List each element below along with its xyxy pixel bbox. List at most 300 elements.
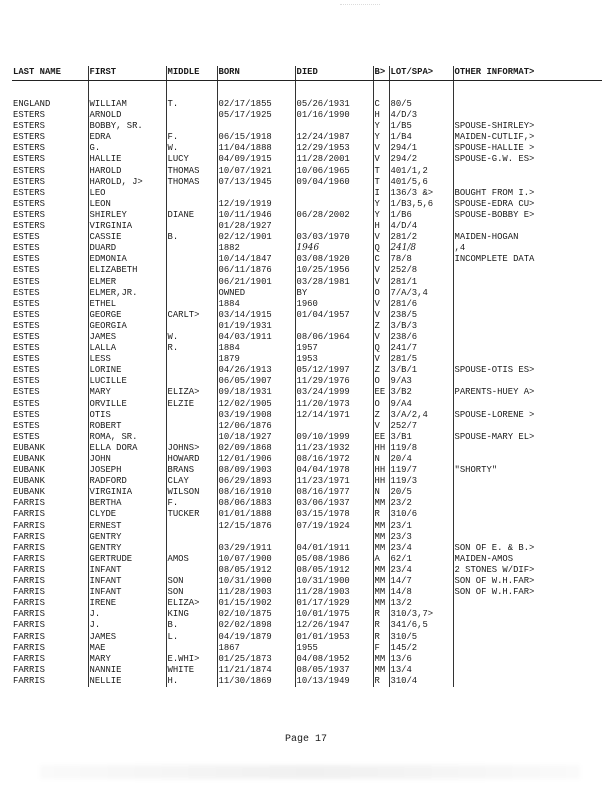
cell-b: HH <box>373 476 389 487</box>
cell-other-information <box>453 509 602 520</box>
cell-born: 10/07/1921 <box>217 166 295 177</box>
cell-died: 05/12/1997 <box>295 365 373 376</box>
header-lot-space: LOT/SPA> <box>389 66 453 81</box>
cell-died: 11/23/1932 <box>295 443 373 454</box>
cell-first: VIRGINIA <box>88 487 166 498</box>
cell-first: GEORGE <box>88 310 166 321</box>
cell-born: 04/09/1915 <box>217 154 295 165</box>
table-row <box>12 632 602 643</box>
cell-born: 08/09/1903 <box>217 465 295 476</box>
cell-died: 12/14/1971 <box>295 410 373 421</box>
cell-b: V <box>373 277 389 288</box>
cell-middle: WHITE <box>166 665 217 676</box>
cell-lot-space: 281/6 <box>389 299 453 310</box>
cell-born: 02/12/1901 <box>217 232 295 243</box>
cell-last-name: ESTES <box>13 232 40 243</box>
cell-middle <box>166 521 217 532</box>
cell-b: MM <box>373 598 389 609</box>
cell-first: OTIS <box>88 410 166 421</box>
cell-first: JAMES <box>88 332 166 343</box>
table-row <box>12 199 602 210</box>
cell-lot-space: 401/5,6 <box>389 177 453 188</box>
cell-died <box>295 121 373 132</box>
cell-first: GENTRY <box>88 543 166 554</box>
cell-last-name: FARRIS <box>13 576 45 587</box>
cell-first: BERTHA <box>88 498 166 509</box>
cell-died: 08/05/1912 <box>295 565 373 576</box>
cell-middle <box>166 277 217 288</box>
cell-b: C <box>373 99 389 110</box>
cell-other-information <box>453 521 602 532</box>
cell-first: LUCILLE <box>88 376 166 387</box>
cell-middle: AMOS <box>166 554 217 565</box>
cell-last-name: ESTERS <box>13 165 45 176</box>
cell-last-name: ESTES <box>13 365 40 376</box>
cell-middle <box>166 221 217 232</box>
cell-born: 1884 <box>217 343 295 354</box>
table-row <box>12 299 602 310</box>
cell-last-name: FARRIS <box>13 653 45 664</box>
cell-b: H <box>373 110 389 121</box>
cell-died: 10/25/1956 <box>295 265 373 276</box>
table-row <box>12 243 602 254</box>
cell-last-name: ESTES <box>13 387 40 398</box>
cell-lot-space: 1/B5 <box>389 121 453 132</box>
cell-first: ELMER,JR. <box>88 288 166 299</box>
cell-born: 11/30/1869 <box>217 676 295 687</box>
cell-other-information: ,4 <box>453 243 602 254</box>
cell-middle: TUCKER <box>166 509 217 520</box>
cell-last-name: EUBANK <box>13 454 45 464</box>
header-died: DIED <box>295 66 373 81</box>
cell-born <box>217 121 295 132</box>
cell-lot-space: 9/A3 <box>389 376 453 387</box>
cell-born <box>217 188 295 199</box>
cell-lot-space: 23/4 <box>389 565 453 576</box>
table-row <box>12 676 602 687</box>
cell-first: EDRA <box>88 132 166 143</box>
cell-other-information <box>453 321 602 332</box>
cell-first: ELLA DORA <box>88 443 166 454</box>
cell-first: GENTRY <box>88 532 166 543</box>
cell-last-name: FARRIS <box>13 664 45 675</box>
cell-born: 12/02/1905 <box>217 399 295 410</box>
cell-middle: ELIZA> <box>166 598 217 609</box>
cell-middle: WILSON <box>166 487 217 498</box>
cell-middle: ELZIE <box>166 399 217 410</box>
cell-middle: DIANE <box>166 210 217 221</box>
cell-lot-space: 14/7 <box>389 576 453 587</box>
cell-last-name: ESTES <box>13 298 40 309</box>
cell-died: 12/29/1953 <box>295 143 373 154</box>
cell-lot-space: 294/1 <box>389 143 453 154</box>
cell-last-name: ESTES <box>13 331 40 342</box>
table-row <box>12 365 602 376</box>
cell-first: MARY <box>88 387 166 398</box>
cell-other-information <box>453 443 602 454</box>
cell-middle <box>166 288 217 299</box>
cell-died: 05/08/1986 <box>295 554 373 565</box>
cell-first: CASSIE <box>88 232 166 243</box>
cell-died: 10/06/1965 <box>295 166 373 177</box>
table-row <box>12 254 602 265</box>
cell-b: O <box>373 399 389 410</box>
cell-b: MM <box>373 665 389 676</box>
table-row <box>12 332 602 343</box>
cell-b: N <box>373 454 389 465</box>
cell-lot-space: 310/6 <box>389 509 453 520</box>
cell-lot-space: 7/A/3,4 <box>389 288 453 299</box>
cell-lot-space: 20/5 <box>389 487 453 498</box>
table-row <box>12 399 602 410</box>
cell-last-name: ESTERS <box>13 187 45 198</box>
cell-b: Y <box>373 132 389 143</box>
cell-middle: W. <box>166 143 217 154</box>
cell-b: F <box>373 643 389 654</box>
cell-born: 10/18/1927 <box>217 432 295 443</box>
cell-died: 04/04/1978 <box>295 465 373 476</box>
cell-other-information <box>453 376 602 387</box>
cell-born: 03/29/1911 <box>217 543 295 554</box>
cell-lot-space: 23/2 <box>389 498 453 509</box>
cell-lot-space: 136/3 &> <box>389 188 453 199</box>
cell-last-name: FARRIS <box>13 609 45 620</box>
cell-first: VIRGINIA <box>88 221 166 232</box>
cell-other-information: SON OF E. & B.> <box>453 543 602 554</box>
cell-died <box>295 221 373 232</box>
table-row <box>12 620 602 631</box>
cell-born: 1867 <box>217 643 295 654</box>
cell-last-name: ESTERS <box>13 132 45 143</box>
cell-middle: ELIZA> <box>166 387 217 398</box>
cell-died: 03/06/1937 <box>295 498 373 509</box>
cell-b: R <box>373 676 389 687</box>
cell-first: ROMA, SR. <box>88 432 166 443</box>
table-row <box>12 121 602 132</box>
table-row <box>12 587 602 598</box>
table-row <box>12 487 602 498</box>
cell-born: 09/18/1931 <box>217 387 295 398</box>
cell-lot-space: 310/5 <box>389 632 453 643</box>
cell-last-name: ESTERS <box>13 198 45 209</box>
cell-first: CLYDE <box>88 509 166 520</box>
cell-other-information <box>453 598 602 609</box>
cell-died: 08/05/1937 <box>295 665 373 676</box>
cell-other-information <box>453 454 602 465</box>
cell-b: O <box>373 376 389 387</box>
cell-last-name: ESTES <box>13 343 40 354</box>
table-row <box>12 343 602 354</box>
cell-other-information <box>453 277 602 288</box>
table-row <box>12 410 602 421</box>
cell-lot-space: 1/B4 <box>389 132 453 143</box>
cell-born: 10/07/1900 <box>217 554 295 565</box>
cell-died: 1957 <box>295 343 373 354</box>
cell-first: HAROLD <box>88 166 166 177</box>
cell-b: C <box>373 254 389 265</box>
cell-born: 08/05/1912 <box>217 565 295 576</box>
cell-died: 09/04/1960 <box>295 177 373 188</box>
cell-b: Y <box>373 210 389 221</box>
cell-first: MARY <box>88 654 166 665</box>
cell-middle <box>166 432 217 443</box>
cell-b: MM <box>373 587 389 598</box>
table-row <box>12 576 602 587</box>
cell-died: 07/19/1924 <box>295 521 373 532</box>
cell-b: H <box>373 221 389 232</box>
cell-first: MAE <box>88 643 166 654</box>
cell-last-name: FARRIS <box>13 631 45 642</box>
cell-first: EDMONIA <box>88 254 166 265</box>
cell-other-information <box>453 676 602 687</box>
table-row <box>12 210 602 221</box>
cell-last-name: ESTERS <box>13 176 45 187</box>
cell-other-information <box>453 177 602 188</box>
cell-died: 08/16/1977 <box>295 487 373 498</box>
cell-other-information <box>453 343 602 354</box>
cell-first: LESS <box>88 354 166 365</box>
cell-lot-space: 119/8 <box>389 443 453 454</box>
cell-b: Z <box>373 321 389 332</box>
cell-born: 08/16/1910 <box>217 487 295 498</box>
cell-last-name: ESTERS <box>13 143 45 154</box>
table-row <box>12 132 602 143</box>
cell-first: DUARD <box>88 243 166 254</box>
cell-last-name: FARRIS <box>13 598 45 609</box>
cell-died: 03/24/1999 <box>295 387 373 398</box>
cell-middle <box>166 354 217 365</box>
cell-lot-space: 62/1 <box>389 554 453 565</box>
cell-last-name: ESTES <box>13 420 40 431</box>
header-born: BORN <box>217 66 295 81</box>
cell-lot-space: 1/B3,5,6 <box>389 199 453 210</box>
cell-first: LEO <box>88 188 166 199</box>
table-row <box>12 454 602 465</box>
scan-artifact-bottom <box>40 765 580 779</box>
cell-lot-space: 145/2 <box>389 643 453 654</box>
cell-lot-space: 20/4 <box>389 454 453 465</box>
cell-middle: HOWARD <box>166 454 217 465</box>
cell-other-information <box>453 288 602 299</box>
cell-lot-space: 3/B1 <box>389 432 453 443</box>
cell-born: 06/15/1918 <box>217 132 295 143</box>
cell-b: V <box>373 310 389 321</box>
cell-middle: THOMAS <box>166 177 217 188</box>
header-other-information: OTHER INFORMAT> <box>453 66 602 81</box>
cell-first: JOHN <box>88 454 166 465</box>
cell-other-information <box>453 632 602 643</box>
table-row <box>12 565 602 576</box>
cell-died: 08/16/1972 <box>295 454 373 465</box>
cell-other-information <box>453 620 602 631</box>
cell-b: Z <box>373 365 389 376</box>
cell-lot-space: 241/7 <box>389 343 453 354</box>
cell-first: INFANT <box>88 587 166 598</box>
cell-first: ELMER <box>88 277 166 288</box>
cell-died: 08/06/1964 <box>295 332 373 343</box>
cell-first: RADFORD <box>88 476 166 487</box>
cell-first: HAROLD, J> <box>88 177 166 188</box>
cell-other-information <box>453 665 602 676</box>
cell-last-name: FARRIS <box>13 564 45 575</box>
table-row <box>12 354 602 365</box>
cell-first: JAMES <box>88 632 166 643</box>
cell-lot-space: 281/2 <box>389 232 453 243</box>
cell-other-information <box>453 399 602 410</box>
table-row <box>12 443 602 454</box>
cell-died: 12/26/1947 <box>295 620 373 631</box>
cell-born: 12/15/1876 <box>217 521 295 532</box>
table-row <box>12 221 602 232</box>
burial-records-table <box>12 66 602 687</box>
cell-born: 03/19/1908 <box>217 410 295 421</box>
cell-middle <box>166 243 217 254</box>
cell-b: R <box>373 632 389 643</box>
cell-middle <box>166 254 217 265</box>
cell-born: 06/29/1893 <box>217 476 295 487</box>
cell-died: 1953 <box>295 354 373 365</box>
cell-died <box>295 421 373 432</box>
cell-first: J. <box>88 620 166 631</box>
cell-b: EE <box>373 432 389 443</box>
cell-last-name: FARRIS <box>13 542 45 553</box>
cell-middle <box>166 188 217 199</box>
cell-born: 02/10/1875 <box>217 609 295 620</box>
cell-died: 1955 <box>295 643 373 654</box>
cell-first: JOSEPH <box>88 465 166 476</box>
cell-middle: T. <box>166 99 217 110</box>
cell-middle: R. <box>166 343 217 354</box>
cell-b: MM <box>373 532 389 543</box>
cell-first: SHIRLEY <box>88 210 166 221</box>
cell-b: V <box>373 232 389 243</box>
cell-b: V <box>373 143 389 154</box>
cell-died <box>295 188 373 199</box>
cell-middle: CLAY <box>166 476 217 487</box>
cell-middle <box>166 410 217 421</box>
cell-died: 04/08/1952 <box>295 654 373 665</box>
cell-first: LORINE <box>88 365 166 376</box>
cell-born: 08/06/1883 <box>217 498 295 509</box>
cell-first: NELLIE <box>88 676 166 687</box>
cell-born: 12/01/1906 <box>217 454 295 465</box>
table-row <box>12 232 602 243</box>
cell-other-information <box>453 476 602 487</box>
cell-last-name: FARRIS <box>13 531 45 542</box>
cell-last-name: ESTES <box>13 287 40 298</box>
cell-lot-space: 3/B2 <box>389 387 453 398</box>
cell-b: N <box>373 487 389 498</box>
cell-last-name: ESTERS <box>13 154 45 165</box>
cell-b: HH <box>373 465 389 476</box>
cell-born: 10/11/1946 <box>217 210 295 221</box>
cell-lot-space: 23/1 <box>389 521 453 532</box>
cell-died: 12/24/1987 <box>295 132 373 143</box>
cell-other-information: MAIDEN-AMOS <box>453 554 602 565</box>
cell-born: 01/19/1931 <box>217 321 295 332</box>
cell-other-information: SPOUSE-MARY EL> <box>453 432 602 443</box>
cell-first: BOBBY, SR. <box>88 121 166 132</box>
cell-born: 10/31/1900 <box>217 576 295 587</box>
cell-middle <box>166 421 217 432</box>
table-row <box>12 376 602 387</box>
cell-middle: BRANS <box>166 465 217 476</box>
cell-other-information: SPOUSE-G.W. ES> <box>453 154 602 165</box>
cell-middle <box>166 565 217 576</box>
cell-last-name: FARRIS <box>13 587 45 598</box>
cell-first: INFANT <box>88 565 166 576</box>
cell-lot-space: 4/D/4 <box>389 221 453 232</box>
cell-last-name: EUBANK <box>13 476 45 487</box>
cell-last-name: ESTERS <box>13 221 45 232</box>
cell-first: NANNIE <box>88 665 166 676</box>
cell-middle <box>166 110 217 121</box>
cell-lot-space: 13/4 <box>389 665 453 676</box>
cell-first: ROBERT <box>88 421 166 432</box>
table-row <box>12 99 602 110</box>
cell-lot-space: 23/4 <box>389 543 453 554</box>
cell-first: G. <box>88 143 166 154</box>
cell-middle: L. <box>166 632 217 643</box>
cell-other-information: 2 STONES W/DIF> <box>453 565 602 576</box>
cell-middle <box>166 321 217 332</box>
cell-first: IRENE <box>88 598 166 609</box>
cell-born: 01/25/1873 <box>217 654 295 665</box>
table-row <box>12 665 602 676</box>
cell-other-information: SPOUSE-OTIS ES> <box>453 365 602 376</box>
cell-died: 11/28/2001 <box>295 154 373 165</box>
cell-died: 01/17/1929 <box>295 598 373 609</box>
cell-middle: THOMAS <box>166 166 217 177</box>
cell-born: 04/03/1911 <box>217 332 295 343</box>
cell-born: 12/19/1919 <box>217 199 295 210</box>
cell-lot-space: 119/3 <box>389 476 453 487</box>
cell-last-name: EUBANK <box>13 487 45 498</box>
cell-last-name: ESTES <box>13 431 40 442</box>
cell-born: 05/17/1925 <box>217 110 295 121</box>
cell-born: 02/02/1898 <box>217 620 295 631</box>
header-middle: MIDDLE <box>166 66 217 81</box>
cell-other-information <box>453 332 602 343</box>
cell-b: HH <box>373 443 389 454</box>
cell-first: LEON <box>88 199 166 210</box>
table-row <box>12 598 602 609</box>
cell-died: 03/15/1978 <box>295 509 373 520</box>
cell-born: 10/14/1847 <box>217 254 295 265</box>
table-row <box>12 476 602 487</box>
cell-b: R <box>373 620 389 631</box>
table-row <box>12 387 602 398</box>
cell-died: 10/01/1975 <box>295 609 373 620</box>
cell-other-information: INCOMPLETE DATA <box>453 254 602 265</box>
cell-middle: F. <box>166 498 217 509</box>
page-number: Page 17 <box>284 734 327 745</box>
cell-born: 01/15/1902 <box>217 598 295 609</box>
cell-middle <box>166 543 217 554</box>
cell-last-name: ESTES <box>13 398 40 409</box>
cell-lot-space: 3/A/2,4 <box>389 410 453 421</box>
cell-lot-space: 119/7 <box>389 465 453 476</box>
cell-b: Q <box>373 343 389 354</box>
cell-born: 1879 <box>217 354 295 365</box>
cell-died: 11/23/1971 <box>295 476 373 487</box>
cell-first: J. <box>88 609 166 620</box>
cell-first: ELIZABETH <box>88 265 166 276</box>
cell-b: MM <box>373 498 389 509</box>
cell-born: 02/09/1868 <box>217 443 295 454</box>
cell-last-name: ESTES <box>13 276 40 287</box>
cell-middle: B. <box>166 232 217 243</box>
